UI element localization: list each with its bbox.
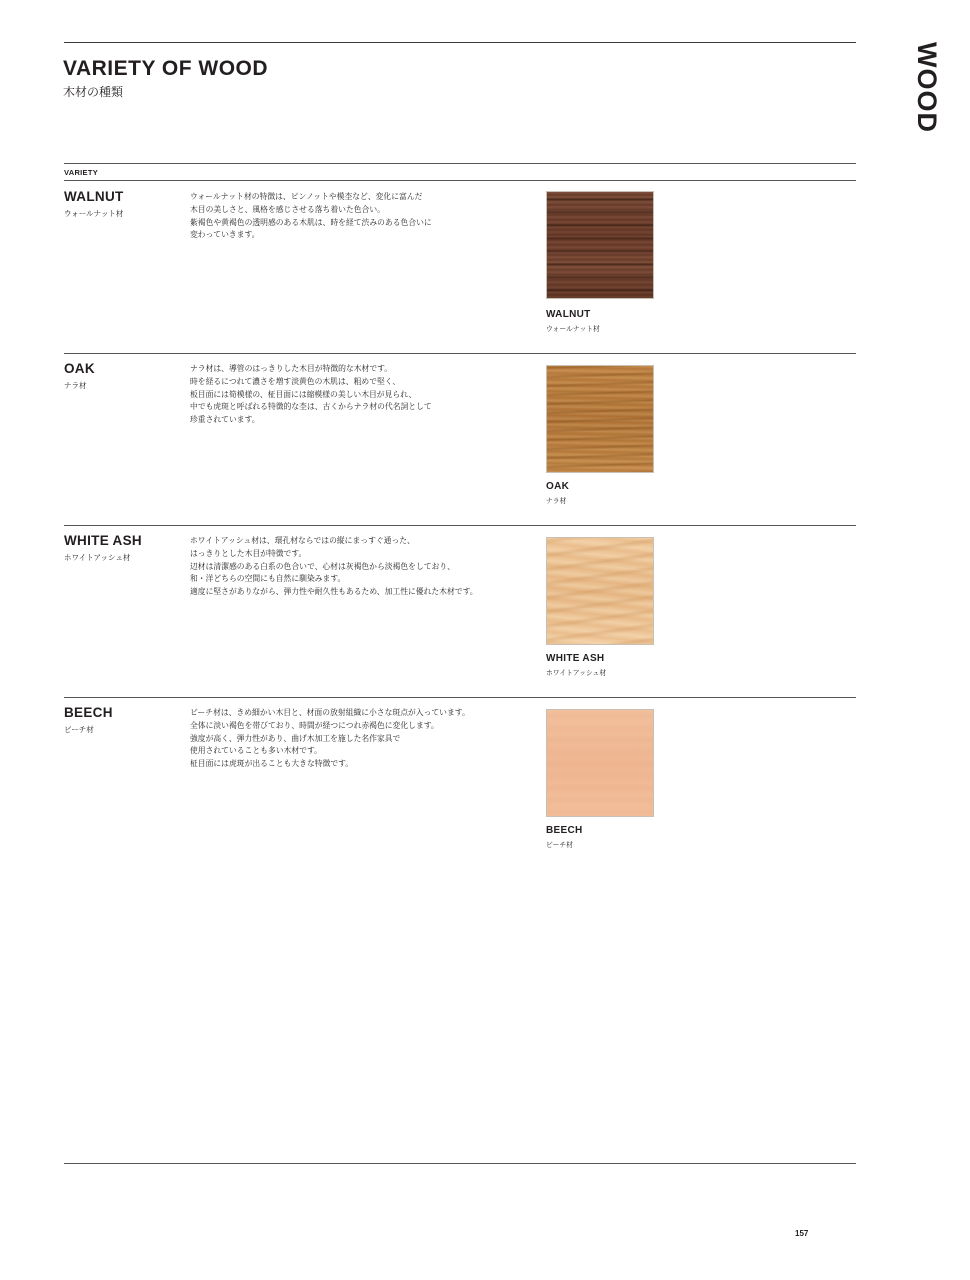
description-line: はっきりとした木目が特徴です。 xyxy=(190,548,307,558)
white-ash-wood-swatch xyxy=(546,537,654,645)
description-line: 時を経るにつれて濃さを増す淡黄色の木肌は、粗めで堅く、 xyxy=(190,376,401,386)
section-rule-top xyxy=(64,163,856,164)
description-line: 変わっていきます。 xyxy=(190,230,260,240)
side-tab-label: WOOD xyxy=(912,42,942,133)
swatch-caption-name: WALNUT xyxy=(546,309,591,320)
wood-entry-walnut xyxy=(64,181,856,353)
description-line: 適度に堅さがありながら、弾力性や耐久性もあるため、加工性に優れた木材です。 xyxy=(190,587,478,597)
wood-description xyxy=(190,191,510,242)
swatch-caption-jp: ウォールナット材 xyxy=(546,326,600,333)
swatch-caption-jp: ホワイトアッシュ材 xyxy=(546,670,607,677)
bottom-rule xyxy=(64,1163,856,1164)
oak-wood-swatch xyxy=(546,365,654,473)
description-line: 紫褐色や黄褐色の透明感のある木肌は、時を経て渋みのある色合いに xyxy=(190,217,432,227)
description-line: 強度が高く、弾力性があり、曲げ木加工を施した名作家具で xyxy=(190,733,401,743)
swatch-caption-name: WHITE ASH xyxy=(546,653,605,664)
top-rule xyxy=(64,42,856,43)
swatch-caption-name: OAK xyxy=(546,481,570,492)
swatch-caption-name: BEECH xyxy=(546,825,583,836)
side-tab xyxy=(912,42,944,142)
wood-name: WALNUT xyxy=(64,189,124,204)
beech-wood-swatch xyxy=(546,709,654,817)
section-label: VARIETY xyxy=(64,168,99,177)
wood-description xyxy=(190,535,510,599)
page-number: 157 xyxy=(795,1229,809,1238)
wood-description xyxy=(190,707,510,771)
wood-entry-beech xyxy=(64,697,856,869)
wood-name: WHITE ASH xyxy=(64,533,142,548)
walnut-wood-swatch xyxy=(546,191,654,299)
description-line: ビーチ材は、きめ細かい木目と、材面の放射組織に小さな斑点が入っています。 xyxy=(190,708,470,717)
description-line: ナラ材は、導管のはっきりした木目が特徴的な木材です。 xyxy=(190,364,393,373)
wood-name-jp: ウォールナット材 xyxy=(64,209,124,218)
description-line: 木目の美しさと、風格を感じさせる落ち着いた色合い。 xyxy=(190,204,385,214)
description-line: 全体に淡い褐色を帯びており、時間が経つにつれ赤褐色に変化します。 xyxy=(190,720,439,730)
wood-name: OAK xyxy=(64,361,95,376)
wood-entry-white-ash xyxy=(64,525,856,697)
description-line: ウォールナット材の特徴は、ピンノットや模杢など、変化に富んだ xyxy=(190,192,423,201)
description-line: 辺材は清潔感のある白系の色合いで、心材は灰褐色から淡褐色をしており、 xyxy=(190,561,455,571)
swatch-caption-jp: ナラ材 xyxy=(546,498,567,505)
description-line: 板目面には筍模様の、柾目面には縮模様の美しい木目が見られ、 xyxy=(190,389,417,399)
wood-description xyxy=(190,363,510,427)
wood-name: BEECH xyxy=(64,705,113,720)
description-line: 和・洋どちらの空間にも自然に馴染みます。 xyxy=(190,574,346,584)
description-line: 中でも虎斑と呼ばれる特徴的な杢は、古くからナラ材の代名詞として xyxy=(190,402,432,412)
page-subtitle: 木材の種類 xyxy=(63,85,124,99)
wood-entry-oak xyxy=(64,353,856,525)
description-line: 使用されていることも多い木材です。 xyxy=(190,746,322,756)
wood-name-jp: ホワイトアッシュ材 xyxy=(64,553,131,562)
wood-name-jp: ビーチ材 xyxy=(64,725,94,734)
description-line: 珍重されています。 xyxy=(190,415,260,425)
swatch-caption-jp: ビーチ材 xyxy=(546,842,573,849)
wood-name-jp: ナラ材 xyxy=(64,381,87,390)
description-line: ホワイトアッシュ材は、環孔材ならではの縦にまっすぐ通った、 xyxy=(190,536,415,545)
description-line: 柾目面には虎斑が出ることも大きな特徴です。 xyxy=(190,759,354,769)
page-title: VARIETY OF WOOD xyxy=(63,57,269,80)
